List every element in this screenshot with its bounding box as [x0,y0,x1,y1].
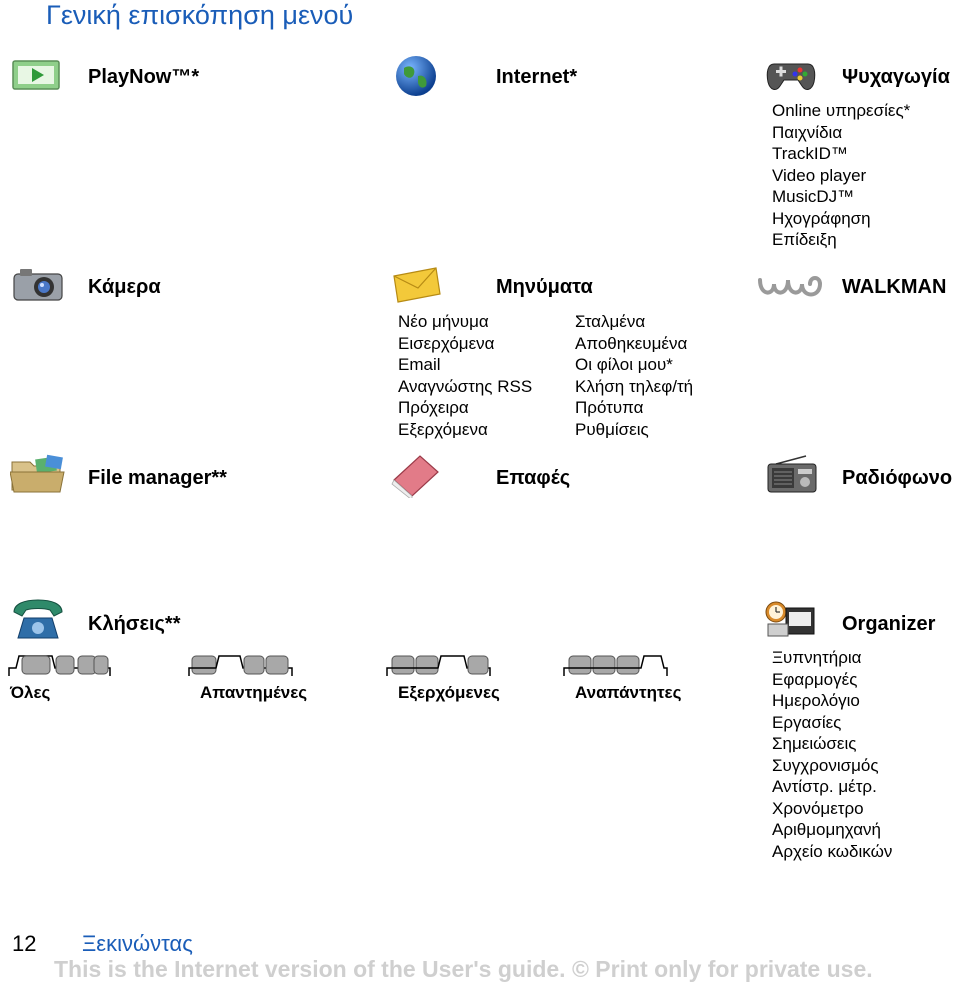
radio-icon [766,454,818,494]
submenu-item[interactable]: Αναγνώστης RSS [398,376,533,396]
submenu-item[interactable]: Επίδειξη [772,230,837,249]
page-title: Γενική επισκόπηση μενού [46,0,354,30]
phone-icon [10,598,66,642]
tab-strip-missed-icon [563,652,669,678]
menu-radio[interactable]: Ραδιόφωνο [842,467,953,489]
contacts-book-icon [390,454,442,498]
submenu-item[interactable]: Ημερολόγιο [772,691,860,710]
submenu-item[interactable]: Οι φίλοι μου* [575,355,673,374]
envelope-icon [390,266,444,304]
tab-strip-all-icon [8,652,112,678]
submenu-item[interactable]: Εφαρμογές [772,669,858,689]
globe-icon [394,54,438,98]
messages-submenu-right [575,311,693,440]
submenu-item[interactable]: Νέο μήνυμα [398,312,489,331]
submenu-item[interactable]: Αντίστρ. μέτρ. [772,777,877,796]
submenu-item[interactable]: MusicDJ™ [772,187,855,206]
menu-playnow[interactable]: PlayNow™* [88,66,200,88]
menu-messages[interactable]: Μηνύματα [496,276,593,298]
submenu-item[interactable]: Πρότυπα [575,398,644,417]
submenu-item[interactable]: Αρχείο κωδικών [772,841,893,861]
submenu-item[interactable]: Πρόχειρα [398,398,469,417]
camera-icon [12,266,64,304]
menu-file-manager[interactable]: File manager** [88,467,227,489]
submenu-item[interactable]: Παιχνίδια [772,122,843,142]
watermark: This is the Internet version of the User's guide. © Print only for private use. [54,956,873,982]
tab-answered[interactable]: Απαντημένες [200,683,308,702]
organizer-icon [764,598,818,640]
menu-contacts[interactable]: Επαφές [496,467,571,489]
menu-organizer[interactable]: Organizer [842,613,936,635]
submenu-item[interactable]: Ρυθμίσεις [575,419,649,439]
page-number: 12 [12,931,37,956]
submenu-item[interactable]: Συγχρονισμός [772,755,879,775]
submenu-item[interactable]: Ηχογράφηση [772,208,871,228]
tab-strip-answered-icon [188,652,294,678]
menu-entertainment[interactable]: Ψυχαγωγία [842,66,950,88]
walkman-icon [756,272,826,302]
gamepad-icon [766,58,816,94]
menu-internet[interactable]: Internet* [496,66,578,88]
submenu-item[interactable]: Σημειώσεις [772,734,857,753]
submenu-item[interactable]: Εισερχόμενα [398,333,495,353]
submenu-item[interactable]: Κλήση τηλεφ/τή [575,376,694,396]
menu-camera[interactable]: Κάμερα [88,276,161,298]
tab-all[interactable]: Όλες [10,683,51,702]
menu-calls[interactable]: Κλήσεις** [88,613,181,635]
submenu-item[interactable]: Ξυπνητήρια [772,648,862,667]
tab-strip-dialled-icon [386,652,492,678]
submenu-item[interactable]: Χρονόμετρο [772,798,864,818]
submenu-item[interactable]: TrackID™ [772,144,848,163]
messages-submenu-left [398,311,532,440]
submenu-item[interactable]: Εργασίες [772,712,842,732]
submenu-item[interactable]: Email [398,355,441,374]
submenu-item[interactable]: Video player [772,165,867,185]
submenu-item[interactable]: Σταλμένα [575,312,646,331]
entertainment-submenu [772,100,910,251]
submenu-item[interactable]: Online υπηρεσίες* [772,101,911,120]
tab-dialled[interactable]: Εξερχόμενες [398,683,500,702]
organizer-submenu [772,647,892,862]
submenu-item[interactable]: Αποθηκευμένα [575,333,688,353]
menu-walkman[interactable]: WALKMAN [842,276,947,298]
folder-icon [10,454,66,494]
section-name: Ξεκινώντας [82,931,193,956]
submenu-item[interactable]: Αριθμομηχανή [772,820,881,839]
playnow-icon [12,58,62,92]
submenu-item[interactable]: Εξερχόμενα [398,419,488,439]
tab-missed[interactable]: Αναπάντητες [575,683,682,702]
